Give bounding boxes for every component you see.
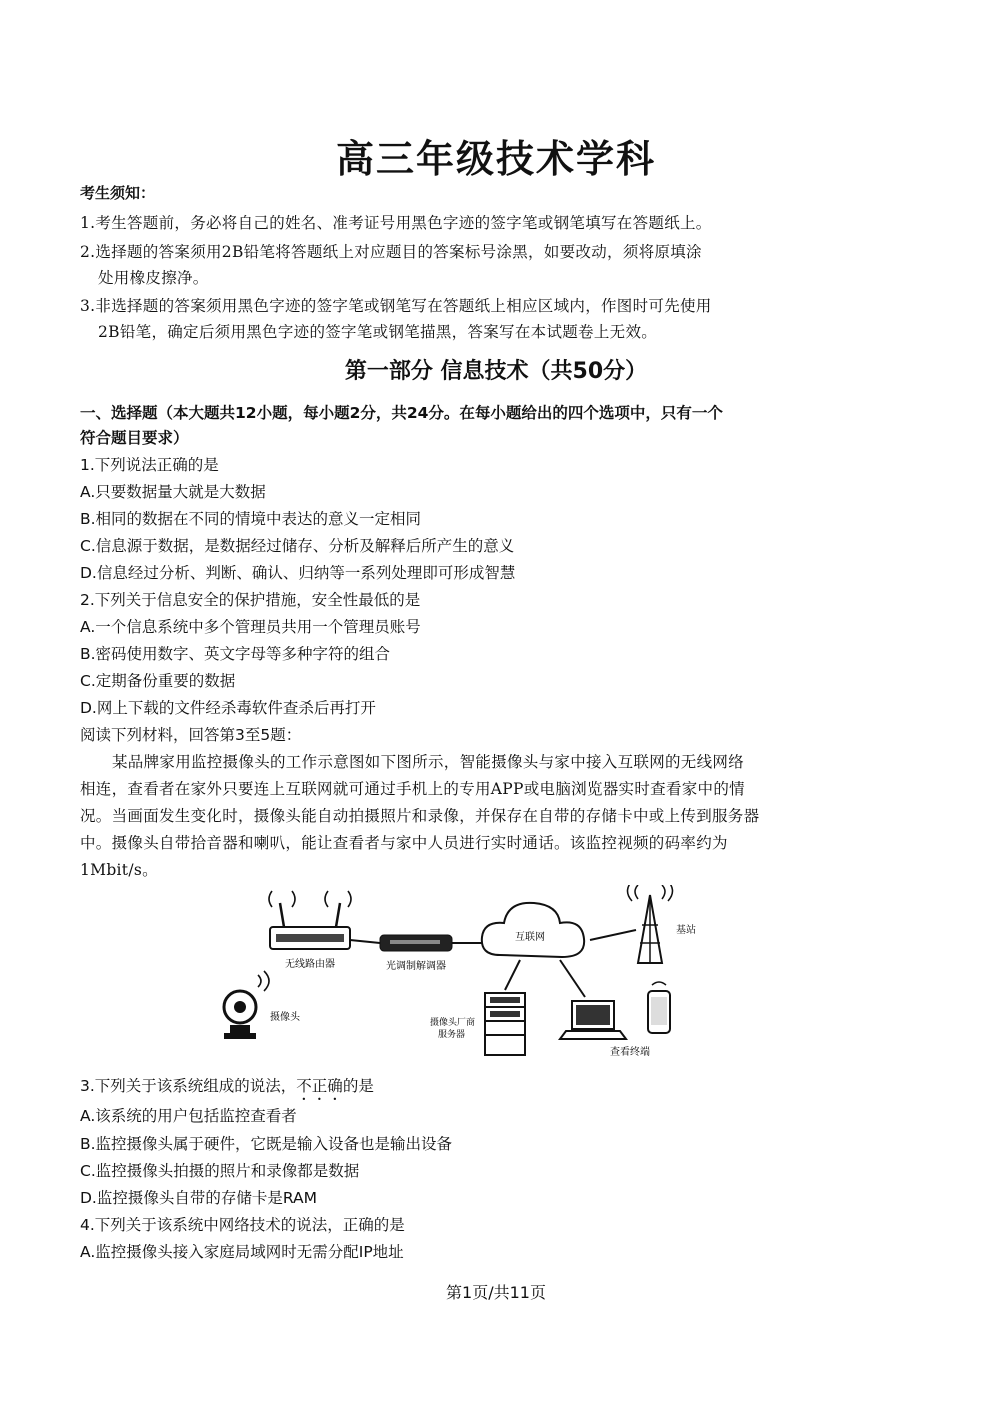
question-stem <box>80 1074 374 1104</box>
option: A.一个信息系统中多个管理员共用一个管理员账号 <box>80 618 421 636</box>
question-stem: 2.下列关于信息安全的保护措施，安全性最低的是 <box>80 591 421 609</box>
option: C.监控摄像头拍摄的照片和录像都是数据 <box>80 1162 360 1180</box>
notice-item: 3.非选择题的答案须用黑色字迹的签字笔或钢笔写在答题纸上相应区域内，作图时可先使用 <box>80 297 712 315</box>
camera-label: 摄像头 <box>270 1012 300 1023</box>
emphasis-text: 不正确 <box>296 1077 343 1095</box>
stem-text: 的是 <box>342 1077 374 1095</box>
section-title: 第一部分 信息技术（共50分） <box>344 359 648 384</box>
notice-item: 处用橡皮擦净。 <box>98 269 209 287</box>
laptop-icon <box>560 1001 626 1039</box>
option: C.信息源于数据，是数据经过储存、分析及解释后所产生的意义 <box>80 537 515 555</box>
option: D.网上下载的文件经杀毒软件查杀后再打开 <box>80 699 376 717</box>
router-icon <box>269 891 351 949</box>
option: B.密码使用数字、英文字母等多种字符的组合 <box>80 645 391 663</box>
router-label: 无线路由器 <box>285 959 335 970</box>
question-stem: 4.下列关于该系统中网络技术的说法，正确的是 <box>80 1216 405 1234</box>
stem-text: 3.下列关于该系统组成的说法， <box>80 1077 297 1095</box>
camera-icon <box>224 971 269 1039</box>
phone-icon <box>648 982 670 1033</box>
material-line: 况。当画面发生变化时，摄像头能自动拍摄照片和录像，并保存在自带的存储卡中或上传到服务器 <box>80 807 760 825</box>
option: B.相同的数据在不同的情境中表达的意义一定相同 <box>80 510 422 528</box>
reading-intro: 阅读下列材料，回答第3至5题： <box>80 726 302 744</box>
option: A.监控摄像头接入家庭局域网时无需分配IP地址 <box>80 1243 404 1261</box>
notice-item: 2B铅笔，确定后须用黑色字迹的签字笔或钢笔描黑，答案写在本试题卷上无效。 <box>98 323 658 341</box>
option: B.监控摄像头属于硬件，它既是输入设备也是输出设备 <box>80 1135 453 1153</box>
material-line: 相连，查看者在家外只要连上互联网就可通过手机上的专用APP或电脑浏览器实时查看家中的情 <box>80 780 745 798</box>
option: D.信息经过分析、判断、确认、归纳等一系列处理即可形成智慧 <box>80 564 516 582</box>
antenna-tower-icon <box>628 885 673 963</box>
option: A.只要数据量大就是大数据 <box>80 483 266 501</box>
network-diagram <box>200 885 720 1065</box>
material-line: 中。摄像头自带拾音器和喇叭，能让查看者与家中人员进行实时通话。该监控视频的码率约为 <box>80 834 728 852</box>
material-line: 1Mbit/s。 <box>80 861 158 879</box>
internet-label: 互联网 <box>515 932 545 943</box>
modem-label: 光调制解调器 <box>386 961 446 972</box>
server-label: 摄像头厂商 <box>430 1018 476 1028</box>
base-station-label: 基站 <box>676 925 696 936</box>
question-stem: 1.下列说法正确的是 <box>80 456 219 474</box>
instruction-line: 符合题目要求） <box>80 429 189 447</box>
option: A.该系统的用户包括监控查看者 <box>80 1107 297 1125</box>
option: C.定期备份重要的数据 <box>80 672 236 690</box>
cloud-icon <box>482 903 584 957</box>
option: D.监控摄像头自带的存储卡是RAM <box>80 1189 317 1207</box>
page-title: 高三年级技术学科 <box>335 137 656 181</box>
notice-item: 1.考生答题前，务必将自己的姓名、准考证号用黑色字迹的签字笔或钢笔填写在答题纸上。 <box>80 214 712 232</box>
notice-item: 2.选择题的答案须用2B铅笔将答题纸上对应题目的答案标号涂黑，如要改动，须将原填涂 <box>80 243 702 261</box>
page-footer: 第1页/共11页 <box>446 1283 546 1302</box>
terminal-label: 查看终端 <box>610 1047 650 1058</box>
material-line: 某品牌家用监控摄像头的工作示意图如下图所示，智能摄像头与家中接入互联网的无线网络 <box>112 753 745 771</box>
modem-icon <box>380 935 452 951</box>
server-icon <box>485 993 525 1055</box>
notice-heading: 考生须知： <box>80 184 156 202</box>
instruction-line: 一、选择题（本大题共12小题，每小题2分，共24分。在每小题给出的四个选项中，只有一个 <box>80 404 723 422</box>
server-label: 服务器 <box>438 1030 466 1040</box>
